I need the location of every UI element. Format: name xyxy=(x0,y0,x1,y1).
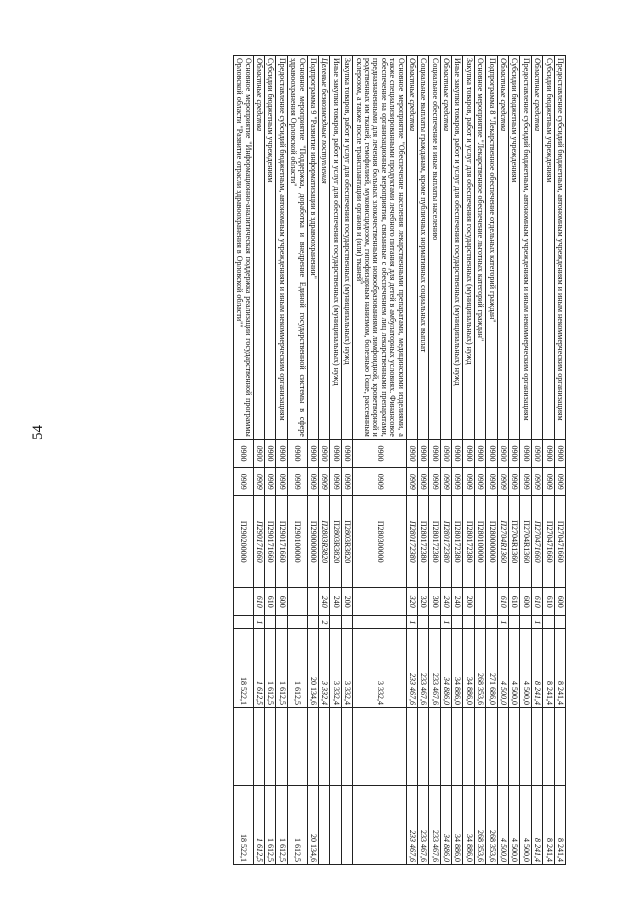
cell-source-mark xyxy=(287,616,307,629)
cell-csr: П280100000 xyxy=(474,496,485,588)
cell-ved: 0900 xyxy=(497,439,508,467)
cell-name: Субсидии бюджетным учреждениям xyxy=(265,56,276,440)
cell-sum-2 xyxy=(276,707,287,786)
cell-rz: 0909 xyxy=(463,468,474,496)
cell-name: Социальное обеспечение и иные выплаты населению xyxy=(429,56,440,440)
table-row xyxy=(474,56,485,865)
cell-sum-3: 233 467,6 xyxy=(406,786,417,865)
table-row xyxy=(417,56,428,865)
cell-ved: 0900 xyxy=(520,439,531,467)
cell-rz: 0909 xyxy=(319,468,330,496)
cell-sum-3: 34 886,0 xyxy=(452,786,463,865)
cell-sum-2 xyxy=(253,707,264,786)
cell-name: Основное мероприятие "Поддержка, доработка и внедрение Единой государственной системы в сфере здравоохранения Орловской области" xyxy=(287,56,307,440)
cell-vr: 610 xyxy=(253,588,264,616)
cell-sum-1: 34 886,0 xyxy=(440,629,451,708)
cell-sum-3: 1 612,5 xyxy=(287,786,307,865)
budget-table xyxy=(233,55,566,865)
cell-csr: П2704R1360 xyxy=(497,496,508,588)
cell-sum-2 xyxy=(417,707,428,786)
cell-name: Иные закупки товаров, работ и услуг для обеспечения государственных (муниципальных) нужд xyxy=(452,56,463,440)
cell-sum-2 xyxy=(233,707,253,786)
cell-name: Закупка товаров, работ и услуг для обеспечения государственных (муниципальных) нужд xyxy=(463,56,474,440)
cell-sum-1: 18 522,1 xyxy=(233,629,253,708)
table-row xyxy=(497,56,508,865)
cell-rz: 0909 xyxy=(341,468,352,496)
cell-source-mark: 1 xyxy=(406,616,417,629)
cell-vr xyxy=(287,588,307,616)
cell-sum-1: 4 500,0 xyxy=(509,629,520,708)
cell-sum-1: 4 500,0 xyxy=(497,629,508,708)
table-row xyxy=(509,56,520,865)
cell-sum-2 xyxy=(319,707,330,786)
cell-sum-3: 4 500,0 xyxy=(509,786,520,865)
cell-csr: П280172380 xyxy=(406,496,417,588)
cell-rz: 0909 xyxy=(307,468,318,496)
cell-csr: П290000000 xyxy=(307,496,318,588)
table-row xyxy=(486,56,497,865)
cell-source-mark xyxy=(353,616,406,629)
cell-name: Областные средства xyxy=(253,56,264,440)
cell-name: Подпрограмма 9 "Развитие информатизации в здравоохранении" xyxy=(307,56,318,440)
cell-source-mark xyxy=(233,616,253,629)
cell-vr: 600 xyxy=(554,588,565,616)
table-row xyxy=(341,56,352,865)
cell-csr: П290171660 xyxy=(265,496,276,588)
cell-name: Закупка товаров, работ и услуг для обеспечения государственных (муниципальных) нужд xyxy=(341,56,352,440)
cell-name: Подпрограмма 8 "Лекарственное обеспечение отдельных категорий граждан" xyxy=(486,56,497,440)
cell-sum-1: 3 332,4 xyxy=(353,629,406,708)
cell-name: Иные закупки товаров, работ и услуг для обеспечения государственных (муниципальных) нужд xyxy=(330,56,341,440)
table-row xyxy=(440,56,451,865)
cell-name: Областные средства xyxy=(497,56,508,440)
rotated-table-container xyxy=(233,55,566,865)
cell-sum-1: 233 467,6 xyxy=(417,629,428,708)
cell-source-mark xyxy=(429,616,440,629)
cell-rz: 0909 xyxy=(486,468,497,496)
table-row xyxy=(265,56,276,865)
cell-sum-1: 34 886,0 xyxy=(463,629,474,708)
cell-source-mark xyxy=(520,616,531,629)
cell-csr: П290200000 xyxy=(233,496,253,588)
cell-sum-2 xyxy=(520,707,531,786)
cell-sum-3: 8 241,4 xyxy=(554,786,565,865)
table-row xyxy=(452,56,463,865)
cell-rz: 0909 xyxy=(233,468,253,496)
cell-source-mark: 1 xyxy=(497,616,508,629)
cell-source-mark xyxy=(276,616,287,629)
cell-sum-3: 1 612,5 xyxy=(276,786,287,865)
cell-sum-2 xyxy=(543,707,554,786)
cell-ved: 0900 xyxy=(554,439,565,467)
cell-sum-1: 8 241,4 xyxy=(531,629,542,708)
cell-vr xyxy=(233,588,253,616)
cell-sum-2 xyxy=(452,707,463,786)
cell-vr: 240 xyxy=(440,588,451,616)
cell-ved: 0900 xyxy=(319,439,330,467)
cell-csr: П2704R1360 xyxy=(509,496,520,588)
cell-ved: 0900 xyxy=(253,439,264,467)
cell-vr: 240 xyxy=(452,588,463,616)
cell-name: Предоставление субсидий бюджетным, автономным учреждениям и иным некоммерческим организациям xyxy=(276,56,287,440)
cell-source-mark: 1 xyxy=(531,616,542,629)
cell-sum-3: 268 353,6 xyxy=(474,786,485,865)
table-row xyxy=(554,56,565,865)
cell-name: Областные средства xyxy=(440,56,451,440)
cell-sum-3: 233 467,6 xyxy=(429,786,440,865)
cell-rz: 0909 xyxy=(429,468,440,496)
cell-ved: 0900 xyxy=(531,439,542,467)
cell-ved: 0900 xyxy=(287,439,307,467)
cell-sum-2 xyxy=(509,707,520,786)
cell-rz: 0909 xyxy=(520,468,531,496)
cell-sum-2 xyxy=(353,707,406,786)
cell-vr: 240 xyxy=(330,588,341,616)
table-row xyxy=(531,56,542,865)
cell-csr: П280172380 xyxy=(429,496,440,588)
cell-sum-1: 3 332,4 xyxy=(341,629,352,708)
cell-csr: П270471660 xyxy=(543,496,554,588)
table-row xyxy=(543,56,554,865)
cell-csr: П290171660 xyxy=(253,496,264,588)
cell-ved: 0900 xyxy=(440,439,451,467)
cell-sum-1: 1 612,5 xyxy=(287,629,307,708)
cell-name: Социальные выплаты гражданам, кроме публичных нормативных социальных выплат xyxy=(417,56,428,440)
cell-rz: 0909 xyxy=(474,468,485,496)
cell-sum-3: 18 522,1 xyxy=(233,786,253,865)
cell-sum-1: 8 241,4 xyxy=(554,629,565,708)
cell-sum-1: 1 612,5 xyxy=(265,629,276,708)
cell-csr: П280000000 xyxy=(486,496,497,588)
cell-source-mark xyxy=(307,616,318,629)
cell-sum-1: 8 241,4 xyxy=(543,629,554,708)
cell-source-mark xyxy=(474,616,485,629)
cell-sum-2 xyxy=(406,707,417,786)
page-number: 54 xyxy=(30,425,46,440)
table-row xyxy=(520,56,531,865)
cell-sum-2 xyxy=(287,707,307,786)
cell-name: Предоставление субсидий бюджетным, автономным учреждениям и иным некоммерческим организациям xyxy=(520,56,531,440)
table-row xyxy=(233,56,253,865)
cell-sum-3 xyxy=(319,786,330,865)
cell-name: Основное мероприятие "Обеспечение населения лекарственными препаратами, медицинскими изделиями, а также специализированными продуктами лечебного питания для детей в амбулаторных условиях. Финансовое обеспечение на организационные мероприятия, связанные с обеспечением лиц лекарственными препаратами, предназначенными для лечения больных злокачественными новообразованиями лимфоидной, кроветворной и родственных им тканей, гемофилией, муковисцидозом, гипофизарным нанизмом, болезнью Гоше, рассеянным склерозом, а также после трансплантации органов и (или) тканей" xyxy=(353,56,406,440)
table-row xyxy=(330,56,341,865)
table-row xyxy=(253,56,264,865)
cell-sum-3: 20 134,6 xyxy=(307,786,318,865)
cell-sum-2 xyxy=(463,707,474,786)
cell-csr: П290100000 xyxy=(287,496,307,588)
cell-sum-3: 268 353,6 xyxy=(486,786,497,865)
cell-sum-1: 4 500,0 xyxy=(520,629,531,708)
cell-rz: 0909 xyxy=(330,468,341,496)
cell-sum-2 xyxy=(497,707,508,786)
cell-vr: 610 xyxy=(509,588,520,616)
cell-sum-3: 1 612,5 xyxy=(253,786,264,865)
cell-rz: 0909 xyxy=(554,468,565,496)
cell-rz: 0909 xyxy=(509,468,520,496)
cell-vr: 610 xyxy=(265,588,276,616)
cell-csr: П2803R3820 xyxy=(341,496,352,588)
cell-sum-3 xyxy=(341,786,352,865)
cell-sum-3: 4 500,0 xyxy=(520,786,531,865)
cell-sum-1: 3 332,4 xyxy=(330,629,341,708)
cell-name: Областные средства xyxy=(406,56,417,440)
cell-sum-3: 8 241,4 xyxy=(531,786,542,865)
cell-vr: 240 xyxy=(319,588,330,616)
cell-ved: 0900 xyxy=(233,439,253,467)
cell-sum-1: 1 612,5 xyxy=(276,629,287,708)
cell-csr: П280300000 xyxy=(353,496,406,588)
cell-name: Предоставление субсидий бюджетным, автономным учреждениям и иным некоммерческим организациям xyxy=(554,56,565,440)
table-row xyxy=(406,56,417,865)
cell-name: Субсидии бюджетным учреждениям xyxy=(543,56,554,440)
cell-source-mark: 1 xyxy=(253,616,264,629)
cell-name: Целевые безвозмездные поступления xyxy=(319,56,330,440)
cell-source-mark xyxy=(463,616,474,629)
cell-vr: 200 xyxy=(463,588,474,616)
cell-vr: 200 xyxy=(341,588,352,616)
table-row xyxy=(429,56,440,865)
cell-ved: 0900 xyxy=(463,439,474,467)
cell-ved: 0900 xyxy=(452,439,463,467)
cell-sum-3: 34 886,0 xyxy=(440,786,451,865)
cell-rz: 0909 xyxy=(276,468,287,496)
cell-name: Областные средства xyxy=(531,56,542,440)
cell-vr: 600 xyxy=(276,588,287,616)
cell-rz: 0909 xyxy=(543,468,554,496)
cell-source-mark xyxy=(417,616,428,629)
cell-sum-1: 20 134,6 xyxy=(307,629,318,708)
cell-ved: 0900 xyxy=(341,439,352,467)
table-row xyxy=(287,56,307,865)
cell-ved: 0900 xyxy=(307,439,318,467)
cell-source-mark xyxy=(341,616,352,629)
cell-rz: 0909 xyxy=(406,468,417,496)
cell-ved: 0900 xyxy=(417,439,428,467)
cell-ved: 0900 xyxy=(353,439,406,467)
cell-name: Основное мероприятие "Информационно-аналитическая поддержка реализации государственной программы Орловской области "Развитие отрасли здравоохранения в Орловской области"" xyxy=(233,56,253,440)
cell-csr: П280172380 xyxy=(463,496,474,588)
cell-ved: 0900 xyxy=(543,439,554,467)
cell-ved: 0900 xyxy=(406,439,417,467)
cell-rz: 0909 xyxy=(265,468,276,496)
table-row xyxy=(463,56,474,865)
cell-sum-2 xyxy=(486,707,497,786)
cell-csr: П2803R3820 xyxy=(319,496,330,588)
cell-sum-1: 3 332,4 xyxy=(319,629,330,708)
cell-vr: 320 xyxy=(417,588,428,616)
cell-sum-1: 1 612,5 xyxy=(253,629,264,708)
cell-rz: 0909 xyxy=(287,468,307,496)
cell-sum-1: 268 353,6 xyxy=(474,629,485,708)
cell-sum-3: 1 612,5 xyxy=(265,786,276,865)
cell-source-mark xyxy=(452,616,463,629)
cell-name: Субсидии бюджетным учреждениям xyxy=(509,56,520,440)
cell-vr xyxy=(486,588,497,616)
cell-sum-2 xyxy=(307,707,318,786)
cell-source-mark xyxy=(554,616,565,629)
cell-csr: П280172380 xyxy=(440,496,451,588)
cell-vr xyxy=(353,588,406,616)
cell-vr: 320 xyxy=(406,588,417,616)
cell-source-mark: 1 xyxy=(440,616,451,629)
cell-sum-3: 8 241,4 xyxy=(543,786,554,865)
cell-rz: 0909 xyxy=(531,468,542,496)
cell-ved: 0900 xyxy=(276,439,287,467)
cell-sum-3: 233 467,6 xyxy=(417,786,428,865)
cell-sum-2 xyxy=(554,707,565,786)
table-body xyxy=(233,56,565,865)
cell-vr: 600 xyxy=(520,588,531,616)
cell-sum-2 xyxy=(440,707,451,786)
cell-source-mark xyxy=(330,616,341,629)
cell-vr: 610 xyxy=(531,588,542,616)
table-row xyxy=(307,56,318,865)
cell-sum-1: 233 467,6 xyxy=(406,629,417,708)
cell-sum-2 xyxy=(341,707,352,786)
cell-rz: 0909 xyxy=(452,468,463,496)
cell-sum-1: 34 886,0 xyxy=(452,629,463,708)
cell-csr: П280172380 xyxy=(417,496,428,588)
cell-source-mark xyxy=(486,616,497,629)
cell-csr: П270471660 xyxy=(531,496,542,588)
table-row xyxy=(353,56,406,865)
cell-sum-3: 4 500,0 xyxy=(497,786,508,865)
cell-csr: П2803R3820 xyxy=(330,496,341,588)
cell-rz: 0909 xyxy=(497,468,508,496)
cell-source-mark xyxy=(265,616,276,629)
cell-source-mark: 2 xyxy=(319,616,330,629)
cell-rz: 0909 xyxy=(440,468,451,496)
cell-source-mark xyxy=(509,616,520,629)
cell-sum-2 xyxy=(474,707,485,786)
cell-csr: П2704R1360 xyxy=(520,496,531,588)
cell-rz: 0909 xyxy=(353,468,406,496)
cell-vr xyxy=(474,588,485,616)
cell-ved: 0900 xyxy=(486,439,497,467)
table-row xyxy=(276,56,287,865)
cell-csr: П290171660 xyxy=(276,496,287,588)
cell-vr: 610 xyxy=(497,588,508,616)
cell-ved: 0900 xyxy=(265,439,276,467)
cell-rz: 0909 xyxy=(417,468,428,496)
cell-source-mark xyxy=(543,616,554,629)
cell-sum-1: 271 686,0 xyxy=(486,629,497,708)
cell-csr: П270471660 xyxy=(554,496,565,588)
cell-ved: 0900 xyxy=(330,439,341,467)
cell-sum-2 xyxy=(531,707,542,786)
cell-ved: 0900 xyxy=(429,439,440,467)
cell-vr: 300 xyxy=(429,588,440,616)
cell-sum-1: 233 467,6 xyxy=(429,629,440,708)
cell-sum-2 xyxy=(265,707,276,786)
cell-sum-3 xyxy=(353,786,406,865)
cell-sum-3: 34 886,0 xyxy=(463,786,474,865)
table-row xyxy=(319,56,330,865)
cell-name: Основное мероприятие "Лекарственное обеспечение льготных категорий граждан" xyxy=(474,56,485,440)
cell-vr: 610 xyxy=(543,588,554,616)
cell-ved: 0900 xyxy=(509,439,520,467)
cell-rz: 0909 xyxy=(253,468,264,496)
cell-sum-2 xyxy=(429,707,440,786)
cell-sum-2 xyxy=(330,707,341,786)
cell-sum-3 xyxy=(330,786,341,865)
cell-ved: 0900 xyxy=(474,439,485,467)
cell-vr xyxy=(307,588,318,616)
cell-csr: П280172380 xyxy=(452,496,463,588)
